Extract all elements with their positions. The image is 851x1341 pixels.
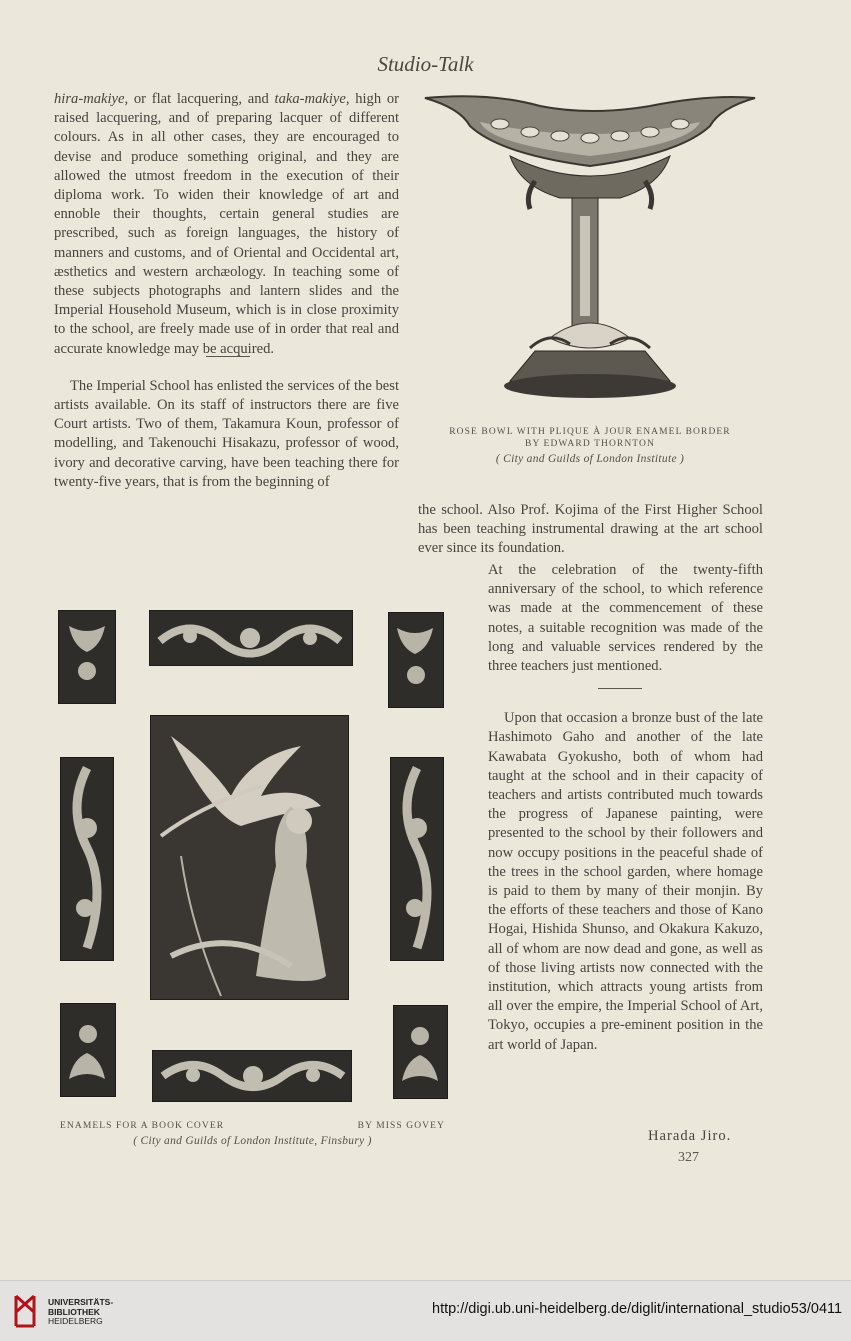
enamel-panel-corner-br	[393, 1005, 448, 1099]
paragraph-lacquering	[54, 90, 399, 359]
enamel-panel-right-side	[390, 757, 444, 961]
caption-line: BY EDWARD THORNTON	[525, 439, 655, 449]
left-column-top	[54, 90, 399, 492]
paragraph-celebration: At the celebration of the twenty-fifth anniversary of the school, to which reference was made at the commencement of these notes, a suitable recognition was made of the long and valuable services rendered by the three teachers just mentioned.	[488, 562, 763, 675]
rose-bowl-image	[420, 86, 760, 411]
library-line: UNIVERSITÄTS-	[48, 1297, 114, 1307]
library-line: HEIDELBERG	[48, 1316, 103, 1326]
enamel-panel-corner-bl	[60, 1003, 116, 1097]
heidelberg-library-logo-icon	[10, 1292, 40, 1330]
right-column-main	[488, 561, 763, 1055]
term-hira-makiye: hira-makiye,	[54, 91, 129, 107]
enamels-caption	[60, 1120, 445, 1147]
page-number: 327	[678, 1150, 699, 1165]
text-span: or flat lacquering, and	[128, 91, 275, 107]
enamel-panel-corner-tr	[388, 612, 444, 708]
library-line: BIBLIOTHEK	[48, 1306, 100, 1317]
enamel-panel-top-band	[149, 610, 353, 666]
library-name	[48, 1298, 113, 1327]
caption-source: ( City and Guilds of London Institute )	[495, 453, 685, 465]
paragraph-busts: Upon that occasion a bronze bust of the late Hashimoto Gaho and another of the late Kawabata Gyokusho, both of whom had taught at the school and in their capacity of teachers and artists contributed much towards the progress of Japanese painting, were presented to the school by their followers and now occupy positions in the peaceful shade of the trees in the school garden, where homage is paid to them by many of their monjin. By the efforts of these teachers and those of Kano Hogai, Hishida Shunso, and Okakura Kakuzo, all of whom are now dead and gone, as well as of those living artists now connected with the institution, which attracts young artists from all over the empire, the Imperial School of Art, Tokyo, occupies a pre-eminent position in the art world of Japan.	[488, 710, 763, 1053]
term-taka-makiye: taka-makiye,	[274, 91, 350, 107]
paragraph-instructors: The Imperial School has enlisted the services of the best artists available. On its staff of instructors there are five Court artists. Two of them, Takamura Koun, professor of modelling, and Takenouchi Hisakazu, professor of wood, ivory and decorative carving, have been teaching there for twenty-five years, that is from the beginning of	[54, 377, 399, 490]
rose-bowl-caption	[420, 426, 760, 465]
caption-line: ROSE BOWL WITH PLIQUE À JOUR ENAMEL BORDER	[449, 427, 731, 437]
enamel-panel-center-phoenix	[150, 715, 349, 1000]
running-title: Studio-Talk	[377, 52, 474, 76]
enamels-figure	[55, 605, 450, 1105]
rose-bowl-figure	[420, 86, 760, 411]
author-signature: Harada Jiro.	[648, 1128, 732, 1144]
permalink-url[interactable]: http://digi.ub.uni-heidelberg.de/diglit/international_studio53/0411	[432, 1301, 843, 1317]
text-span: high or raised lacquering, and of preparing lacquer of different colours. As in all other cases, they are encouraged to devise and produce something original, and they are allowed the utmost freedom in the execution of their diploma work. To widen their knowledge of art and ennoble their thoughts, certain general studies are prescribed, such as foreign languages, the history of manners and customs, and of Oriental and Occidental art, æsthetics and western archæology. In teaching some of these subjects photographs and lantern slides and the Imperial Household Museum, which is in close proximity to the school, are freely made use of in order that real and accurate knowledge may be acquired.	[54, 91, 399, 357]
enamel-panel-bottom-band	[152, 1050, 352, 1102]
caption-artist: BY MISS GOVEY	[357, 1121, 445, 1131]
enamel-panel-corner-tl	[58, 610, 116, 704]
enamel-panel-left-side	[60, 757, 114, 961]
viewer-footer	[0, 1280, 851, 1341]
section-rule	[598, 688, 642, 689]
right-column-continued: the school. Also Prof. Kojima of the First Higher School has been teaching instrumental drawing at the art school ever since its foundation.	[418, 502, 763, 557]
caption-title: ENAMELS FOR A BOOK COVER	[60, 1121, 225, 1131]
caption-source: ( City and Guilds of London Institute, Finsbury )	[133, 1135, 372, 1147]
